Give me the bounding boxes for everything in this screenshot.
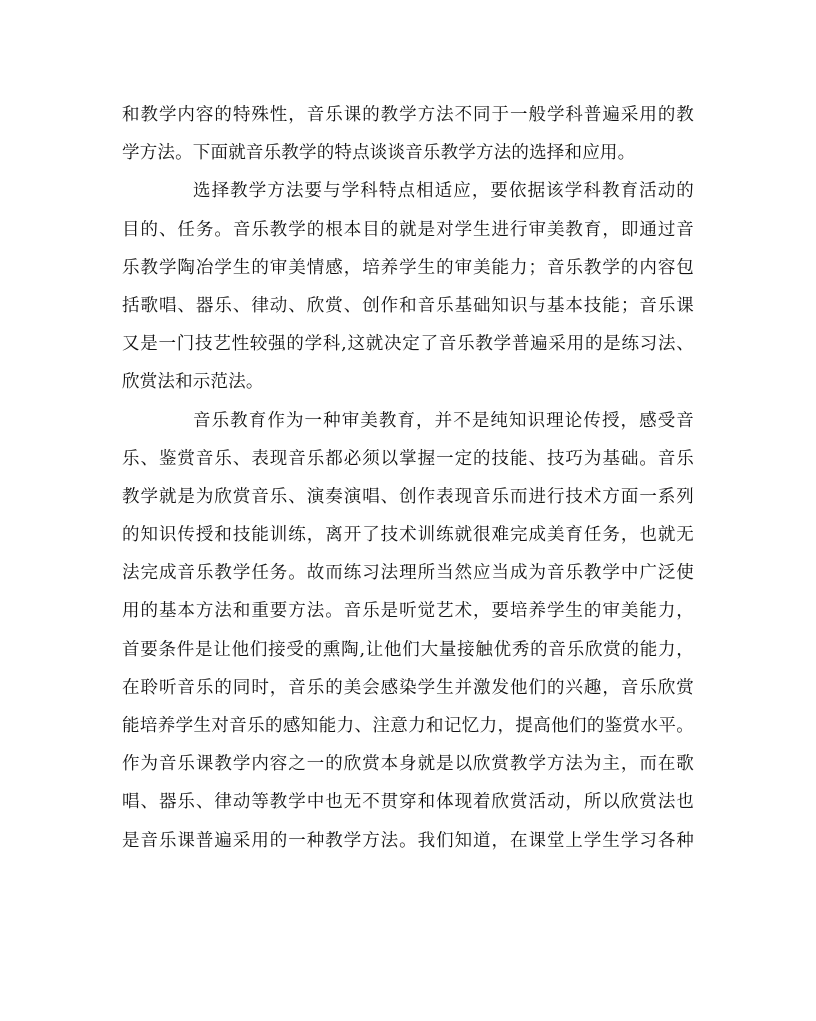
text-line-indented: 音乐教育作为一种审美教育，并不是纯知识理论传授，感受音	[193, 410, 694, 431]
text-line: 学方法。下面就音乐教学的特点谈谈音乐教学方法的选择和应用。	[122, 143, 636, 164]
text-line: 目的、任务。音乐教学的根本目的就是对学生进行审美教育，即通过音	[122, 219, 694, 240]
text-line: 和教学内容的特殊性，音乐课的教学方法不同于一般学科普遍采用的教	[122, 105, 694, 125]
text-line: 括歌唱、器乐、律动、欣赏、创作和音乐基础知识与基本技能；音乐课	[122, 295, 694, 316]
text-line: 的知识传授和技能训练，离开了技术训练就很难完成美育任务，也就无	[122, 525, 694, 546]
body-text	[122, 96, 694, 860]
text-line: 是音乐课普遍采用的一种教学方法。我们知道，在课堂上学生学习各种	[122, 830, 694, 851]
text-line: 乐教学陶冶学生的审美情感，培养学生的审美能力；音乐教学的内容包	[122, 257, 694, 278]
text-line: 能培养学生对音乐的感知能力、注意力和记忆力，提高他们的鉴赏水平。	[122, 716, 694, 736]
text-line-indented: 选择教学方法要与学科特点相适应，要依据该学科教育活动的	[193, 181, 694, 202]
text-line: 教学就是为欣赏音乐、演奏演唱、创作表现音乐而进行技术方面一系列	[122, 486, 694, 507]
text-line: 首要条件是让他们接受的熏陶,让他们大量接触优秀的音乐欣赏的能力，	[122, 639, 694, 660]
text-line: 用的基本方法和重要方法。音乐是听觉艺术，要培养学生的审美能力，	[122, 601, 694, 622]
text-line: 又是一门技艺性较强的学科,这就决定了音乐教学普遍采用的是练习法、	[122, 334, 694, 355]
text-line: 法完成音乐教学任务。故而练习法理所当然应当成为音乐教学中广泛使	[122, 563, 694, 584]
text-line: 乐、鉴赏音乐、表现音乐都必须以掌握一定的技能、技巧为基础。音乐	[122, 448, 694, 469]
text-line: 作为音乐课教学内容之一的欣赏本身就是以欣赏教学方法为主，而在歌	[122, 754, 694, 775]
text-line: 在聆听音乐的同时，音乐的美会感染学生并激发他们的兴趣，音乐欣赏	[122, 677, 694, 698]
text-line: 唱、器乐、律动等教学中也无不贯穿和体现着欣赏活动，所以欣赏法也	[122, 792, 694, 813]
text-line: 欣赏法和示范法。	[122, 372, 264, 393]
